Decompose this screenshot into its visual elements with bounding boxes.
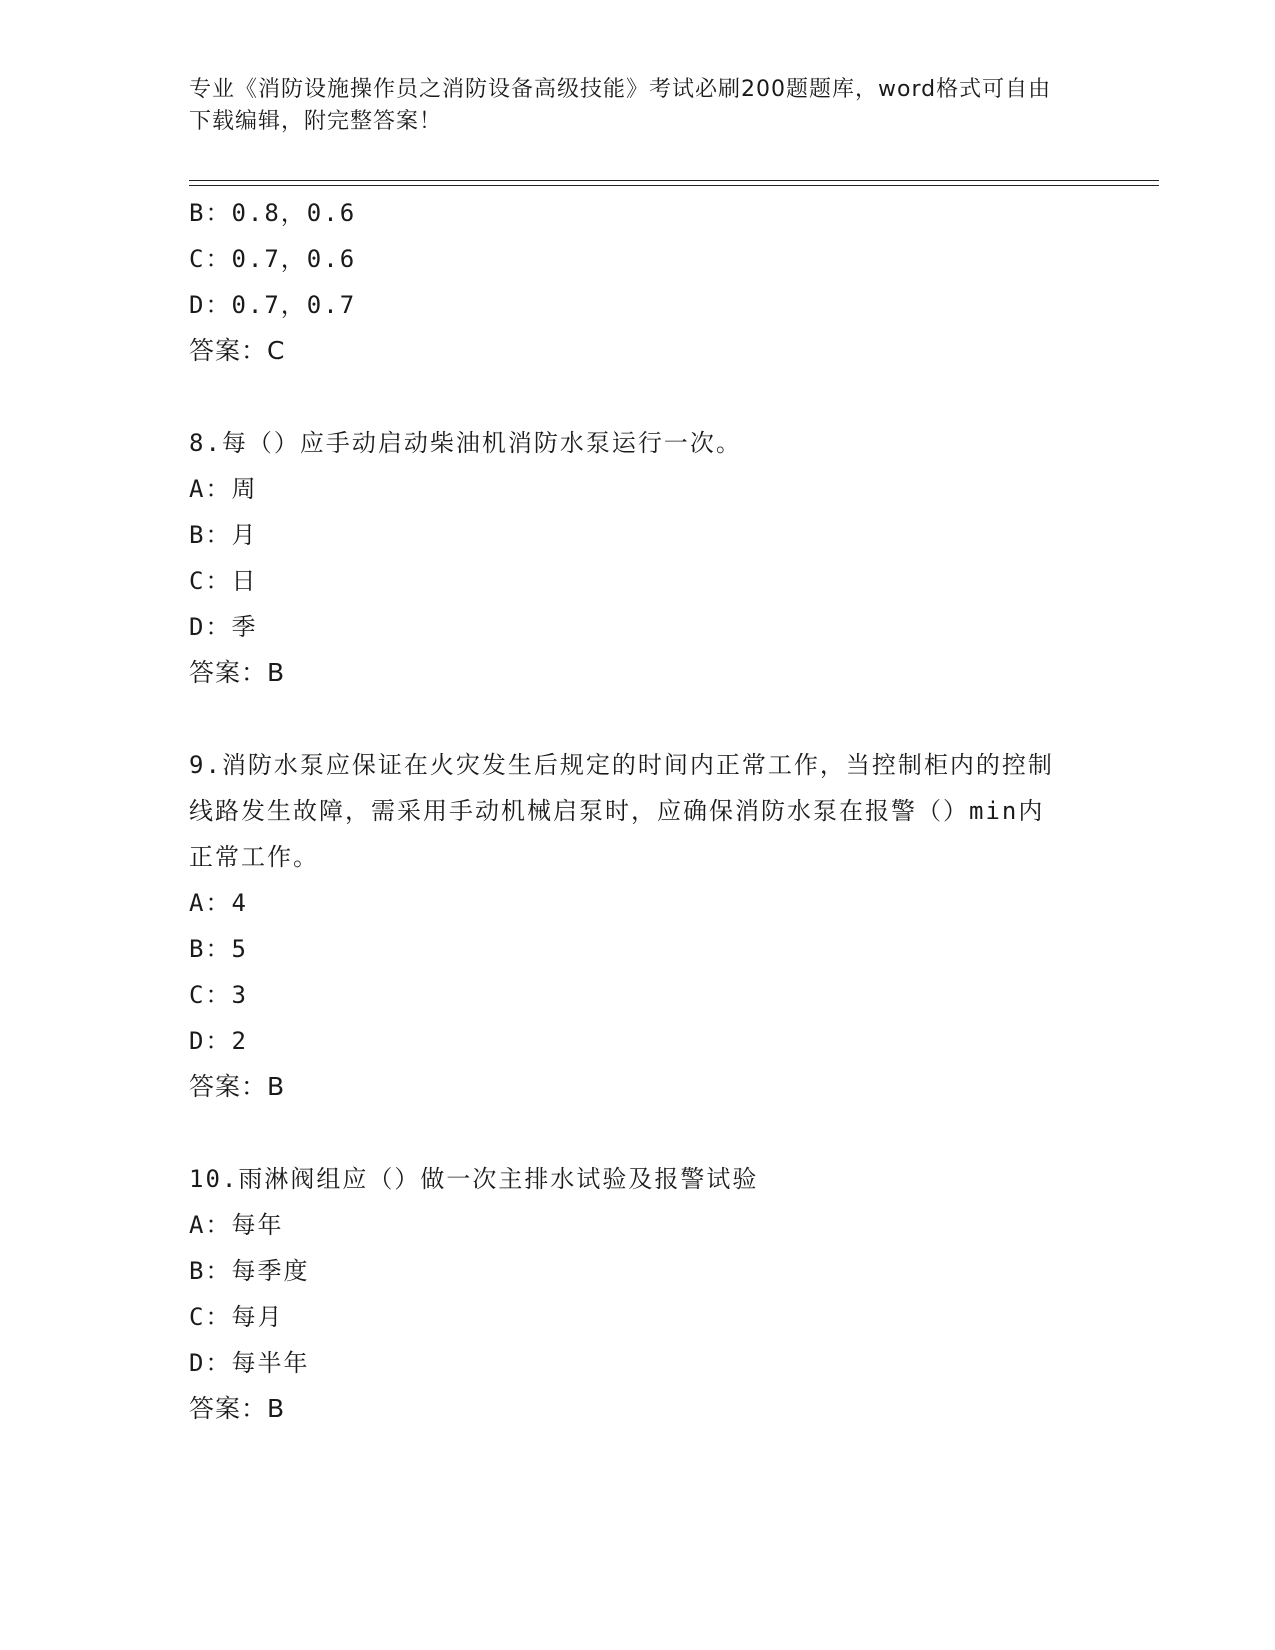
question-text: 10.雨淋阀组应（）做一次主排水试验及报警试验: [189, 1165, 759, 1193]
option-c: C：0.7，0.6: [189, 245, 357, 273]
question-8: [189, 420, 1069, 696]
option-c: C：每月: [189, 1303, 284, 1331]
spacer: [189, 1110, 1069, 1156]
option-a: A：周: [189, 475, 258, 503]
header-divider: [189, 180, 1159, 186]
option-c: C：日: [189, 567, 258, 595]
option-b: B：每季度: [189, 1257, 310, 1285]
option-d: D：2: [189, 1027, 248, 1055]
option-d: D：0.7，0.7: [189, 291, 357, 319]
option-b: B：月: [189, 521, 258, 549]
option-a: A：每年: [189, 1211, 284, 1239]
spacer: [189, 374, 1069, 420]
answer-line: 答案：B: [189, 1072, 286, 1101]
question-7-continuation: [189, 190, 1069, 374]
spacer: [189, 696, 1069, 742]
question-list: [189, 190, 1069, 1432]
option-b: B：5: [189, 935, 248, 963]
option-c: C：3: [189, 981, 248, 1009]
question-10: [189, 1156, 1069, 1432]
answer-line: 答案：C: [189, 336, 286, 365]
option-b: B：0.8，0.6: [189, 199, 357, 227]
question-text: 8.每（）应手动启动柴油机消防水泵运行一次。: [189, 429, 742, 457]
question-text: 9.消防水泵应保证在火灾发生后规定的时间内正常工作，当控制柜内的控制线路发生故障，需采用手动机械启泵时，应确保消防水泵在报警（）min内正常工作。: [189, 751, 1054, 871]
answer-line: 答案：B: [189, 658, 286, 687]
option-a: A：4: [189, 889, 248, 917]
option-d: D：季: [189, 613, 258, 641]
answer-line: 答案：B: [189, 1394, 286, 1423]
option-d: D：每半年: [189, 1349, 310, 1377]
question-9: [189, 742, 1069, 1110]
page-header: 专业《消防设施操作员之消防设备高级技能》考试必刷200题题库，word格式可自由下载编辑，附完整答案！: [189, 77, 1052, 134]
